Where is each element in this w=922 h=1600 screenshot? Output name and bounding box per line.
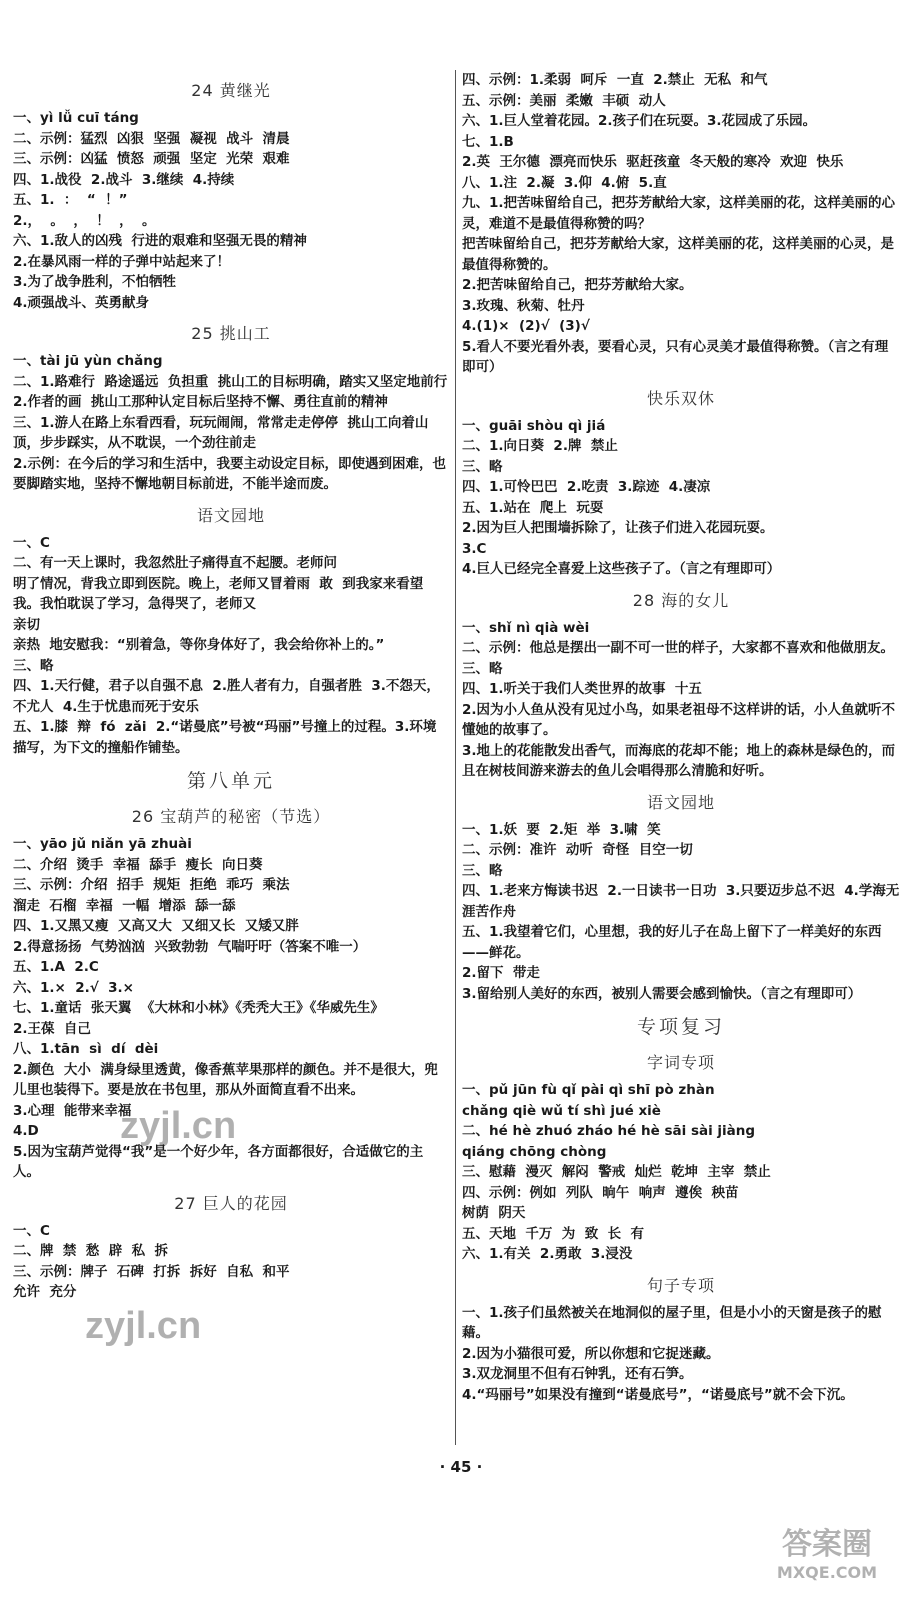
answer-line: 五、1.站在 爬上 玩耍 bbox=[462, 499, 604, 516]
section-title: 25 挑山工 bbox=[191, 324, 271, 343]
answer-line: 一、C bbox=[13, 1222, 50, 1239]
answer-line: 2.得意扬扬 气势汹汹 兴致勃勃 气喘吁吁（答案不唯一） bbox=[13, 938, 367, 955]
answer-section bbox=[462, 1050, 900, 1265]
answer-line: 3.心理 能带来幸福 bbox=[13, 1102, 132, 1119]
answer-line: 三、略 bbox=[462, 458, 503, 475]
answer-line: 明了情况，背我立即到医院。晚上，老师又冒着雨 敢 到我家来看望我。我怕耽误了学习，急得哭了，老师又 bbox=[13, 575, 424, 612]
answer-line: 四、1.战役 2.战斗 3.继续 4.持续 bbox=[13, 171, 235, 188]
answer-line: 一、1.孩子们虽然被关在地洞似的屋子里，但是小小的天窗是孩子的慰藉。 bbox=[462, 1304, 882, 1341]
section-title: 句子专项 bbox=[646, 1275, 715, 1295]
answer-line: 3.为了战争胜利，不怕牺牲 bbox=[13, 274, 177, 290]
answer-line: 六、1.巨人堂着花园。2.孩子们在玩耍。3.花园成了乐园。 bbox=[462, 113, 817, 129]
answer-line: 七、1.童话 张天翼 《大林和小林》《秃秃大王》《华威先生》 bbox=[13, 1000, 384, 1016]
column-divider bbox=[455, 70, 456, 1445]
answer-section bbox=[13, 804, 449, 1183]
answer-line: 二、介绍 烫手 幸福 舔手 瘦长 向日葵 bbox=[13, 856, 263, 873]
answer-line: 三、略 bbox=[13, 657, 54, 674]
answer-line: 2.英 王尔德 漂亮而快乐 驱赶孩童 冬天般的寒冷 欢迎 快乐 bbox=[462, 154, 844, 170]
section-title: 27 巨人的花园 bbox=[174, 1193, 288, 1213]
answer-line: 二、牌 禁 愁 辟 私 拆 bbox=[13, 1243, 168, 1259]
answer-line: 三、1.游人在路上东看西看，玩玩闹闹，常常走走停停 挑山工向着山顶，步步踩实，从不耽误，一个劲往前走 bbox=[13, 414, 429, 451]
logo-subtitle: MXQE.COM bbox=[776, 1563, 878, 1582]
answer-line: chǎng qiè wǔ tí shì jué xiè bbox=[462, 1102, 661, 1119]
answer-section bbox=[13, 78, 449, 313]
answer-line: 3.地上的花能散发出香气，而海底的花却不能；地上的森林是绿色的，而且在树枝间游来游去的鱼儿会唱得那么清脆和好听。 bbox=[462, 742, 896, 779]
section-title: 语文园地 bbox=[646, 792, 715, 812]
answer-line: 4.“玛丽号”如果没有撞到“诺曼底号”，“诺曼底号”就不会下沉。 bbox=[462, 1386, 854, 1403]
answer-line: 六、1.敌人的凶残 行进的艰难和坚强无畏的精神 bbox=[13, 233, 307, 249]
answer-line: 把苦味留给自己，把芬芳献给大家，这样美丽的花，这样美丽的心灵，是最值得称赞的。 bbox=[462, 236, 894, 273]
left-column bbox=[13, 70, 449, 1303]
answer-line: 3.C bbox=[462, 540, 487, 557]
answer-section bbox=[462, 70, 900, 378]
answer-line: 3.留给别人美好的东西，被别人需要会感到愉快。（言之有理即可） bbox=[462, 985, 862, 1002]
answer-section bbox=[13, 503, 449, 759]
answer-section bbox=[462, 1273, 900, 1406]
answer-line: 一、yāo jǔ niǎn yā zhuài bbox=[13, 836, 192, 852]
answer-line: 二、hé hè zhuó zháo hé hè sāi sài jiàng bbox=[462, 1123, 756, 1139]
answer-line: 5.看人不要光看外表，要看心灵，只有心灵美才最值得称赞。（言之有理即可） bbox=[462, 338, 889, 375]
answer-section bbox=[462, 790, 900, 1005]
watermark: zyjl.cn bbox=[85, 1305, 202, 1347]
answer-line: 四、1.听关于我们人类世界的故事 十五 bbox=[462, 681, 702, 697]
answer-line: 2.把苦味留给自己，把芬芳献给大家。 bbox=[462, 277, 693, 293]
section-title: 24 黄继光 bbox=[191, 81, 271, 100]
answer-section bbox=[13, 766, 449, 796]
answer-line: 2.留下 带走 bbox=[462, 965, 540, 981]
answer-line: 4.D bbox=[13, 1123, 39, 1139]
answer-line: 2.颜色 大小 满身绿里透黄，像香蕉苹果那样的颜色。并不是很大，兜儿里也装得下。要是放在书包里，那从外面简直看不出来。 bbox=[13, 1061, 438, 1098]
answer-line: 亲热 地安慰我：“别着急，等你身体好了，我会给你补上的。” bbox=[13, 637, 385, 653]
answer-line: 5.因为宝葫芦觉得“我”是一个好少年，各方面都很好，合适做它的主人。 bbox=[13, 1143, 424, 1180]
answer-line: 亲切 bbox=[13, 616, 40, 633]
answer-line: 三、慰藉 漫灭 解闷 警戒 灿烂 乾坤 主宰 禁止 bbox=[462, 1164, 771, 1180]
answer-line: 二、1.向日葵 2.牌 禁止 bbox=[462, 438, 618, 454]
answer-line: 五、天地 千万 为 致 长 有 bbox=[462, 1225, 644, 1242]
answer-line: 四、1.又黑又瘦 又高又大 又细又长 又矮又胖 bbox=[13, 918, 299, 934]
answer-line: 2.示例：在今后的学习和生活中，我要主动设定目标，即使遇到困难，也要脚踏实地，坚持不懈地朝目标前进，不能半途而废。 bbox=[13, 455, 447, 492]
answer-section bbox=[462, 1012, 900, 1042]
section-title: 快乐双休 bbox=[646, 388, 715, 408]
answer-line: 六、1.× 2.√ 3.× bbox=[13, 979, 134, 996]
answer-line: 八、1.tān sì dí dèi bbox=[13, 1041, 159, 1057]
answer-line: 4.(1)× (2)√ (3)√ bbox=[462, 318, 590, 334]
answer-line: 三、略 bbox=[462, 660, 503, 677]
answer-line: 五、1.膝 辩 fó zǎi 2.“诺曼底”号被“玛丽”号撞上的过程。3.环境描写，为下文的撞船作铺垫。 bbox=[13, 719, 437, 756]
answer-line: 三、略 bbox=[462, 862, 503, 879]
answer-line: 九、1.把苦味留给自己，把芬芳献给大家，这样美丽的花，这样美丽的心灵，难道不是最值得称赞的吗？ bbox=[462, 195, 896, 232]
answer-line: 六、1.有关 2.勇敢 3.浸没 bbox=[462, 1246, 633, 1262]
answer-line: 四、示例：例如 列队 晌午 响声 遵俟 秧苗 bbox=[462, 1184, 739, 1201]
right-column bbox=[462, 70, 900, 1405]
answer-line: 二、1.路难行 路途遥远 负担重 挑山工的目标明确，踏实又坚定地前行 bbox=[13, 373, 448, 390]
answer-line: 2.因为巨人把围墙拆除了，让孩子们进入花园玩耍。 bbox=[462, 520, 774, 536]
answer-section bbox=[13, 1191, 449, 1303]
answer-line: 二、有一天上课时，我忽然肚子痛得直不起腰。老师问 bbox=[13, 555, 337, 571]
answer-line: 四、1.可怜巴巴 2.吃责 3.踪迹 4.凄凉 bbox=[462, 479, 711, 495]
answer-line: 三、示例：凶猛 愤怒 顽强 坚定 光荣 艰难 bbox=[13, 151, 290, 167]
answer-line: 允许 充分 bbox=[13, 1284, 77, 1300]
answer-line: 一、tài jū yùn chǎng bbox=[13, 353, 163, 369]
answer-line: 3.玫瑰、秋菊、牡丹 bbox=[462, 297, 585, 314]
site-logo bbox=[752, 1516, 902, 1586]
answer-line: 一、shǐ nì qià wèi bbox=[462, 619, 590, 636]
answer-line: 四、1.老来方悔读书迟 2.一日读书一日功 3.只要迈步总不迟 4.学海无涯苦作舟 bbox=[462, 883, 900, 920]
answer-line: 四、1.天行健，君子以自强不息 2.胜人者有力，自强者胜 3.不怨天，不尤人 4.生于忧患而死于安乐 bbox=[13, 678, 440, 715]
answer-line: 4.巨人已经完全喜爱上这些孩子了。（言之有理即可） bbox=[462, 561, 781, 577]
answer-line: 三、示例：介绍 招手 规矩 拒绝 乖巧 乘法 bbox=[13, 877, 290, 893]
answer-line: 2.作者的画 挑山工那种认定目标后坚持不懈、勇往直前的精神 bbox=[13, 394, 388, 410]
answer-line: 四、示例：1.柔弱 呵斥 一直 2.禁止 无私 和气 bbox=[462, 72, 768, 88]
answer-line: qiáng chōng chòng bbox=[462, 1143, 607, 1160]
answer-line: 4.顽强战斗、英勇献身 bbox=[13, 294, 150, 311]
answer-line: 五、1.A 2.C bbox=[13, 959, 99, 975]
answer-line: 五、1.我望着它们，心里想，我的好儿子在岛上留下了一样美好的东西——鲜花。 bbox=[462, 924, 882, 961]
answer-line: 2.因为小猫很可爱，所以你想和它捉迷藏。 bbox=[462, 1345, 720, 1362]
answer-line: 一、1.妖 要 2.矩 举 3.啸 笑 bbox=[462, 821, 661, 838]
answer-line: 五、示例：美丽 柔嫩 丰硕 动人 bbox=[462, 92, 666, 109]
answer-line: 八、1.注 2.凝 3.仰 4.俯 5.直 bbox=[462, 174, 667, 191]
answer-line: 一、yì lǚ cuī táng bbox=[13, 110, 139, 126]
answer-line: 一、pǔ jūn fù qǐ pài qì shī pò zhàn bbox=[462, 1082, 715, 1098]
answer-section bbox=[462, 386, 900, 580]
answer-line: 一、guāi shòu qì jiá bbox=[462, 417, 606, 434]
section-title: 字词专项 bbox=[646, 1053, 715, 1072]
logo-title: 答案圈 bbox=[782, 1527, 872, 1562]
answer-line: 2.， 。 ， ！ ， 。 bbox=[13, 212, 156, 229]
answer-line: 二、示例：准许 动听 奇怪 目空一切 bbox=[462, 842, 693, 858]
section-title: 28 海的女儿 bbox=[632, 590, 730, 610]
section-title: 第八单元 bbox=[186, 770, 275, 792]
watermark: zyjl.cn bbox=[120, 1105, 237, 1147]
answer-line: 二、示例：猛烈 凶狠 坚强 凝视 战斗 清晨 bbox=[13, 130, 290, 147]
answer-line: 二、示例：他总是摆出一副不可一世的样子，大家都不喜欢和他做朋友。 bbox=[462, 640, 894, 656]
answer-line: 七、1.B bbox=[462, 133, 514, 150]
answer-line: 三、示例：牌子 石碑 打拆 拆好 自私 和平 bbox=[13, 1263, 290, 1280]
answer-line: 2.在暴风雨一样的子弹中站起来了！ bbox=[13, 253, 231, 270]
answer-line: 溜走 石榴 幸福 一幅 增添 舔一舔 bbox=[13, 897, 236, 914]
answer-line: 一、C bbox=[13, 534, 50, 551]
answer-section bbox=[13, 321, 449, 495]
answer-line: 2.王葆 自己 bbox=[13, 1020, 91, 1037]
page-number: · 45 · bbox=[439, 1458, 483, 1476]
answer-line: 树荫 阴天 bbox=[462, 1205, 526, 1221]
section-title: 专项复习 bbox=[636, 1016, 725, 1038]
answer-line: 五、1. ： “ ！” bbox=[13, 192, 128, 208]
section-title: 26 宝葫芦的秘密（节选） bbox=[131, 807, 331, 826]
answer-line: 3.双龙洞里不但有石钟乳，还有石笋。 bbox=[462, 1366, 693, 1382]
section-title: 语文园地 bbox=[196, 505, 265, 525]
answer-line: 2.因为小人鱼从没有见过小鸟，如果老祖母不这样讲的话，小人鱼就听不懂她的故事了。 bbox=[462, 701, 896, 738]
answer-section bbox=[462, 588, 900, 782]
